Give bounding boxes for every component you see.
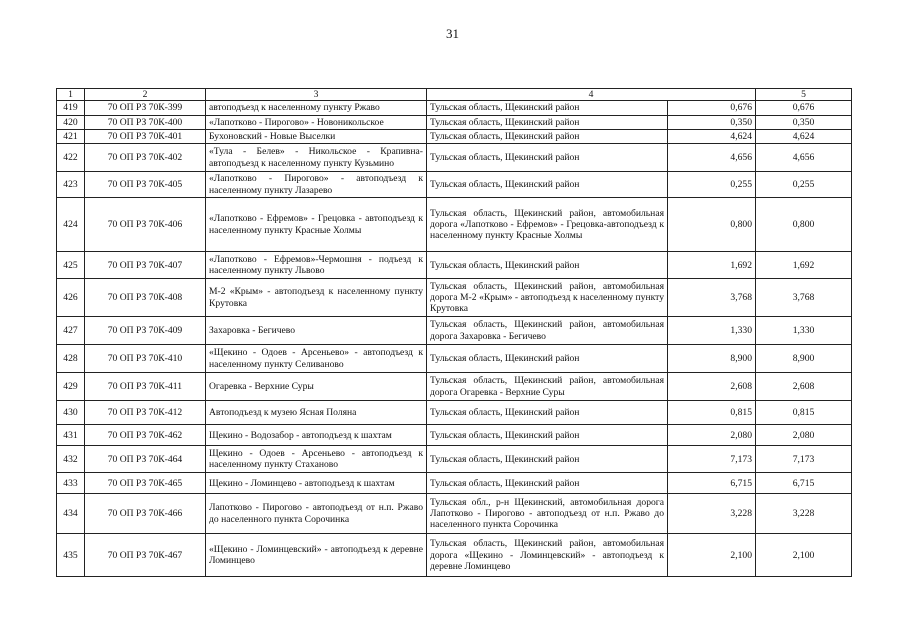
row-number: 430 [57, 401, 85, 425]
table-row [57, 252, 852, 279]
row-number: 424 [57, 198, 85, 252]
road-length: 0,800 [668, 198, 756, 252]
road-code: 70 ОП РЗ 70К-410 [85, 345, 206, 373]
header-row [57, 89, 852, 101]
row-number: 421 [57, 129, 85, 143]
road-location: Тульская область, Щекинский район [427, 473, 668, 494]
road-code: 70 ОП РЗ 70К-401 [85, 129, 206, 143]
road-code: 70 ОП РЗ 70К-402 [85, 144, 206, 172]
table-row [57, 446, 852, 473]
table-row [57, 534, 852, 577]
header-col-3: 3 [206, 89, 427, 101]
road-name: «Лапотково - Ефремов»-Чермошня - подъезд к населенному пункту Львово [206, 252, 427, 279]
road-location: Тульская область, Щекинский район [427, 401, 668, 425]
road-code: 70 ОП РЗ 70К-400 [85, 115, 206, 129]
road-code: 70 ОП РЗ 70К-464 [85, 446, 206, 473]
road-code: 70 ОП РЗ 70К-465 [85, 473, 206, 494]
road-name: «Лапотково - Пирогово» - автоподъезд к населенному пункту Лазарево [206, 172, 427, 198]
road-location: Тульская область, Щекинский район [427, 144, 668, 172]
road-code: 70 ОП РЗ 70К-408 [85, 279, 206, 317]
road-location: Тульская область, Щекинский район [427, 172, 668, 198]
road-length-paved: 8,900 [756, 345, 852, 373]
page-number: 31 [446, 26, 459, 41]
row-number: 419 [57, 101, 85, 115]
header-col-2: 2 [85, 89, 206, 101]
road-length: 1,692 [668, 252, 756, 279]
road-length-paved: 1,692 [756, 252, 852, 279]
road-length: 4,656 [668, 144, 756, 172]
road-length-paved: 3,228 [756, 494, 852, 534]
road-length: 7,173 [668, 446, 756, 473]
road-length-paved: 2,608 [756, 373, 852, 401]
road-name: Щекино - Водозабор - автоподъезд к шахтам [206, 425, 427, 446]
road-name: Автоподъезд к музею Ясная Поляна [206, 401, 427, 425]
row-number: 422 [57, 144, 85, 172]
road-code: 70 ОП РЗ 70К-462 [85, 425, 206, 446]
row-number: 431 [57, 425, 85, 446]
road-name: «Тула - Белев» - Никольское - Крапивна-автоподъезд к населенному пункту Кузьмино [206, 144, 427, 172]
road-location: Тульская область, Щекинский район [427, 425, 668, 446]
header-col-1: 1 [57, 89, 85, 101]
road-name: Огаревка - Верхние Суры [206, 373, 427, 401]
road-length-paved: 0,350 [756, 115, 852, 129]
table-row [57, 279, 852, 317]
row-number: 435 [57, 534, 85, 577]
road-name: Щекино - Ломинцево - автоподъезд к шахтам [206, 473, 427, 494]
road-code: 70 ОП РЗ 70К-466 [85, 494, 206, 534]
road-name: Щекино - Одоев - Арсеньево - автоподъезд к населенному пункту Стаханово [206, 446, 427, 473]
road-length: 2,608 [668, 373, 756, 401]
table-row [57, 373, 852, 401]
row-number: 426 [57, 279, 85, 317]
road-code: 70 ОП РЗ 70К-409 [85, 317, 206, 345]
road-name: «Лапотково - Ефремов» - Грецовка - автоподъезд к населенному пункту Красные Холмы [206, 198, 427, 252]
road-code: 70 ОП РЗ 70К-405 [85, 172, 206, 198]
road-location: Тульская обл., р-н Щекинский, автомобильная дорога Лапотково - Пирогово - автоподъезд от н.п. Ржаво до населенного пункта Сорочинка [427, 494, 668, 534]
road-name: Лапотково - Пирогово - автоподъезд от н.п. Ржаво до населенного пункта Сорочинка [206, 494, 427, 534]
header-col-5: 5 [756, 89, 852, 101]
road-name: Захаровка - Бегичево [206, 317, 427, 345]
table-header [57, 89, 852, 101]
road-name: автоподъезд к населенному пункту Ржаво [206, 101, 427, 115]
table-row [57, 345, 852, 373]
row-number: 428 [57, 345, 85, 373]
road-length-paved: 0,800 [756, 198, 852, 252]
road-length: 3,228 [668, 494, 756, 534]
row-number: 432 [57, 446, 85, 473]
road-code: 70 ОП РЗ 70К-399 [85, 101, 206, 115]
table-row [57, 425, 852, 446]
row-number: 423 [57, 172, 85, 198]
road-location: Тульская область, Щекинский район [427, 115, 668, 129]
table-row [57, 144, 852, 172]
table-row [57, 317, 852, 345]
header-col-4: 4 [427, 89, 756, 101]
road-code: 70 ОП РЗ 70К-407 [85, 252, 206, 279]
road-location: Тульская область, Щекинский район, автомобильная дорога «Лапотково - Ефремов» - Грецовка-автоподъезд к населенному пункту Красные Холмы [427, 198, 668, 252]
road-length-paved: 6,715 [756, 473, 852, 494]
table-row [57, 198, 852, 252]
road-location: Тульская область, Щекинский район [427, 129, 668, 143]
road-length: 0,255 [668, 172, 756, 198]
table-row [57, 115, 852, 129]
table-row [57, 473, 852, 494]
road-length: 0,676 [668, 101, 756, 115]
road-location: Тульская область, Щекинский район [427, 101, 668, 115]
road-length: 0,815 [668, 401, 756, 425]
road-location: Тульская область, Щекинский район, автомобильная дорога Огаревка - Верхние Суры [427, 373, 668, 401]
table-row [57, 494, 852, 534]
road-length-paved: 2,080 [756, 425, 852, 446]
road-length: 3,768 [668, 279, 756, 317]
road-length: 0,350 [668, 115, 756, 129]
row-number: 427 [57, 317, 85, 345]
road-length: 2,080 [668, 425, 756, 446]
road-length: 4,624 [668, 129, 756, 143]
row-number: 420 [57, 115, 85, 129]
road-name: М-2 «Крым» - автоподъезд к населенному пункту Крутовка [206, 279, 427, 317]
road-location: Тульская область, Щекинский район [427, 446, 668, 473]
road-length: 8,900 [668, 345, 756, 373]
road-length-paved: 0,815 [756, 401, 852, 425]
road-length-paved: 2,100 [756, 534, 852, 577]
road-length-paved: 1,330 [756, 317, 852, 345]
road-length-paved: 0,676 [756, 101, 852, 115]
row-number: 434 [57, 494, 85, 534]
road-length-paved: 0,255 [756, 172, 852, 198]
road-name: «Щекино - Ломинцевский» - автоподъезд к деревне Ломинцево [206, 534, 427, 577]
table-row [57, 101, 852, 115]
road-code: 70 ОП РЗ 70К-467 [85, 534, 206, 577]
road-length-paved: 3,768 [756, 279, 852, 317]
road-length: 1,330 [668, 317, 756, 345]
table-row [57, 129, 852, 143]
road-code: 70 ОП РЗ 70К-411 [85, 373, 206, 401]
road-length-paved: 7,173 [756, 446, 852, 473]
table-row [57, 401, 852, 425]
row-number: 429 [57, 373, 85, 401]
table-row [57, 172, 852, 198]
road-location: Тульская область, Щекинский район, автомобильная дорога Захаровка - Бегичево [427, 317, 668, 345]
row-number: 425 [57, 252, 85, 279]
road-length-paved: 4,656 [756, 144, 852, 172]
road-length: 6,715 [668, 473, 756, 494]
road-name: «Лапотково - Пирогово» - Новоникольское [206, 115, 427, 129]
road-code: 70 ОП РЗ 70К-406 [85, 198, 206, 252]
road-location: Тульская область, Щекинский район, автомобильная дорога «Щекино - Ломинцевский» - автоподъезд к деревне Ломинцево [427, 534, 668, 577]
road-location: Тульская область, Щекинский район [427, 252, 668, 279]
road-location: Тульская область, Щекинский район, автомобильная дорога М-2 «Крым» - автоподъезд к населенному пункту Крутовка [427, 279, 668, 317]
road-location: Тульская область, Щекинский район [427, 345, 668, 373]
table-body [57, 101, 852, 577]
road-length-paved: 4,624 [756, 129, 852, 143]
road-length: 2,100 [668, 534, 756, 577]
roads-table [56, 88, 852, 577]
row-number: 433 [57, 473, 85, 494]
road-name: «Щекино - Одоев - Арсеньево» - автоподъезд к населенному пункту Селиваново [206, 345, 427, 373]
road-name: Бухоновский - Новые Выселки [206, 129, 427, 143]
road-code: 70 ОП РЗ 70К-412 [85, 401, 206, 425]
